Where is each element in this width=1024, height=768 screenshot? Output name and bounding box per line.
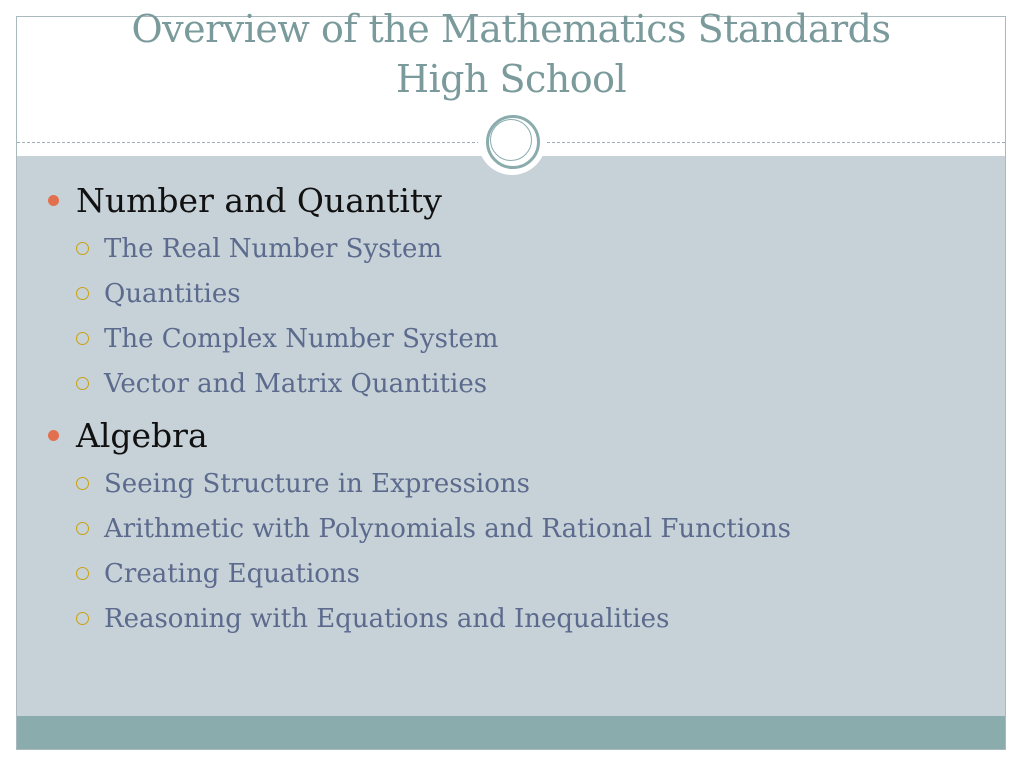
list-item-label: Creating Equations bbox=[104, 558, 361, 589]
level1-bullet-icon bbox=[48, 430, 59, 441]
level2-bullet-icon bbox=[76, 612, 89, 625]
section-label: Number and Quantity bbox=[76, 180, 442, 220]
list-item bbox=[44, 461, 984, 506]
level2-bullet-icon bbox=[76, 377, 89, 390]
section-heading bbox=[44, 174, 984, 226]
section-label: Algebra bbox=[76, 415, 208, 455]
level2-bullet-icon bbox=[76, 332, 89, 345]
footer-bar bbox=[17, 716, 1005, 749]
list-item bbox=[44, 551, 984, 596]
list-item-label: Reasoning with Equations and Inequalities bbox=[104, 603, 670, 634]
level2-bullet-icon bbox=[76, 477, 89, 490]
section-heading bbox=[44, 409, 984, 461]
title-line-1: Overview of the Mathematics Standards bbox=[131, 7, 891, 51]
level1-bullet-icon bbox=[48, 195, 59, 206]
list-item bbox=[44, 596, 984, 641]
list-item bbox=[44, 226, 984, 271]
list-item bbox=[44, 316, 984, 361]
list-item-label: Quantities bbox=[104, 278, 241, 309]
list-item-label: The Complex Number System bbox=[104, 323, 499, 354]
list-item-label: Arithmetic with Polynomials and Rational Functions bbox=[104, 513, 791, 544]
divider-ornament-core bbox=[490, 119, 532, 161]
bullet-list bbox=[44, 174, 984, 641]
level2-bullet-icon bbox=[76, 242, 89, 255]
level2-bullet-icon bbox=[76, 567, 89, 580]
list-item-label: Vector and Matrix Quantities bbox=[104, 368, 488, 399]
slide-title bbox=[16, 4, 1006, 104]
list-item-label: The Real Number System bbox=[104, 233, 442, 264]
list-item-label: Seeing Structure in Expressions bbox=[104, 468, 530, 499]
title-line-2: High School bbox=[395, 57, 627, 101]
level2-bullet-icon bbox=[76, 522, 89, 535]
list-item bbox=[44, 506, 984, 551]
list-item bbox=[44, 271, 984, 316]
level2-bullet-icon bbox=[76, 287, 89, 300]
list-item bbox=[44, 361, 984, 406]
